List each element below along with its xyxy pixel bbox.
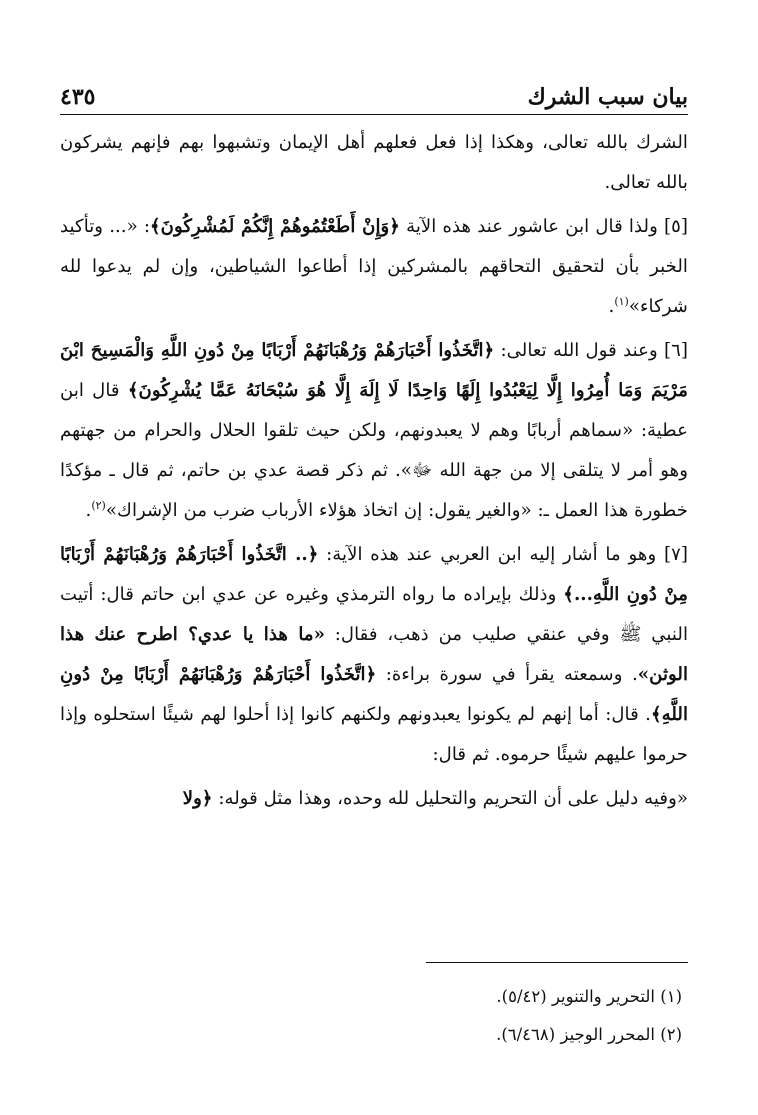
footnotes xyxy=(62,978,682,1054)
p5-lead: [٥] ولذا قال ابن عاشور عند هذه الآية xyxy=(399,216,688,237)
paragraph-8 xyxy=(60,779,688,819)
page-number: ٤٣٥ xyxy=(60,84,96,110)
quran-verse-2: ﴿اتَّخَذُوا أَحْبَارَهُمْ وَرُهْبَانَهُمْ أَرْبَابًا مِنْ دُونِ اللَّهِ﴾ xyxy=(60,664,688,725)
quran-verse: ﴿.. اتَّخَذُوا أَحْبَارَهُمْ وَرُهْبَانَهُمْ أَرْبَابًا مِنْ دُونِ اللَّهِ...﴾ xyxy=(60,544,688,605)
quran-verse: ﴿وَإِنْ أَطَعْتُمُوهُمْ إِنَّكُمْ لَمُشْرِكُونَ﴾ xyxy=(149,216,400,237)
book-page xyxy=(60,74,689,1044)
p6-lead: [٦] وعند قول الله تعالى: xyxy=(494,340,688,361)
p8-text: «وفيه دليل على أن التحريم والتحليل لله وحده، وهذا مثل قوله: xyxy=(212,788,688,809)
p5-text: : «... وتأكيد الخبر بأن لتحقيق التحاقهم بالمشركين إذا أطاعوا الشياطين، وإن لم يدعوا لله شركاء» xyxy=(60,216,688,317)
paragraph-5 xyxy=(60,207,688,327)
quran-verse-3: ﴿ولا xyxy=(182,788,213,809)
page-body xyxy=(60,123,688,819)
running-title: بيان سبب الشرك xyxy=(527,84,688,110)
quran-verse: ﴿اتَّخَذُوا أَحْبَارَهُمْ وَرُهْبَانَهُمْ أَرْبَابًا مِنْ دُونِ اللَّهِ وَالْمَسِيحَ ابْنَ مَرْيَمَ وَمَا أُمِرُوا إِلَّا لِيَعْبُدُوا إِلَهًا وَاحِدًا لَا إِلَهَ إِلَّا هُوَ سُبْحَانَهُ عَمَّا يُشْرِكُونَ﴾ xyxy=(60,340,688,401)
footnote-divider xyxy=(426,962,688,963)
footnote-2: (٢) المحرر الوجيز (٦/٤٦٨). xyxy=(496,1025,682,1044)
p7-lead: [٧] وهو ما أشار إليه ابن العربي عند هذه الآية: xyxy=(318,544,688,565)
footnote-ref-2[interactable]: (٢) xyxy=(91,498,106,512)
p7-text: وذلك بإيراده ما رواه الترمذي وغيره عن عدي ابن حاتم قال: أتيت النبي ﷺ وفي عنقي صليب من ذهب، فقال: xyxy=(60,584,688,645)
p5-end: . xyxy=(608,296,615,317)
footnote-1: (١) التحرير والتنوير (٥/٤٢). xyxy=(496,987,682,1006)
p7-text-2: . وسمعته يقرأ في سورة براءة: xyxy=(376,664,638,685)
p7-text-3: . قال: أما إنهم لم يكونوا يعبدونهم ولكنهم كانوا إذا أحلوا لهم شيئًا استحلوه وإذا حرموا عليهم شيئًا حرموه. ثم قال: xyxy=(60,704,688,765)
paragraph-intro: الشرك بالله تعالى، وهكذا إذا فعل فعلهم أهل الإيمان وتشبهوا بهم فإنهم يشركون بالله تعالى. xyxy=(60,132,688,193)
p6-end: . xyxy=(85,500,92,521)
paragraph-7 xyxy=(60,535,688,775)
paragraph-6 xyxy=(60,331,688,531)
p6-text: قال ابن عطية: «سماهم أربابًا وهم لا يعبدونهم، ولكن حيث تلقوا الحلال والحرام من جهتهم وهو أمر لا يتلقى إلا من جهة الله ﷻ». ثم ذكر قصة عدي بن حاتم، ثم قال ـ مؤكدًا خطورة هذا العمل ـ: «والغير يقول: إن اتخاذ هؤلاء الأرباب ضرب من الإشراك» xyxy=(60,380,688,521)
footnote-ref-1[interactable]: (١) xyxy=(614,294,629,308)
hadith-quote: «ما هذا يا عدي؟ اطرح عنك هذا الوثن» xyxy=(60,624,689,685)
page-header xyxy=(60,74,688,115)
